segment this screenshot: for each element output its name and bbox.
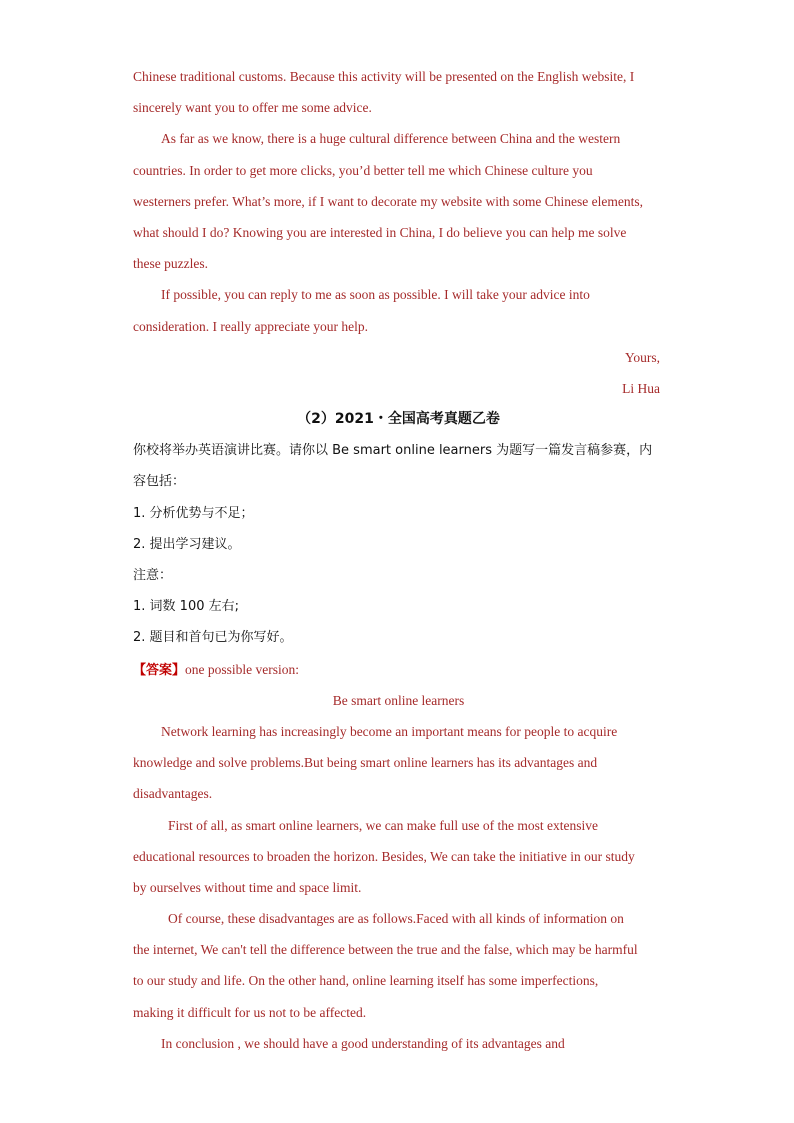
answer-intro: one possible version: xyxy=(185,661,300,677)
essay-line: the internet, We can't tell the difference between the true and the false, which may be harmful xyxy=(133,942,638,958)
letter-line: Chinese traditional customs. Because this activity will be presented on the English website, I xyxy=(133,69,635,84)
essay-line: educational resources to broaden the horizon. Besides, We can take the initiative in our study xyxy=(133,848,635,864)
essay-line: by ourselves without time and space limit. xyxy=(133,879,362,895)
letter-line: consideration. I really appreciate your help. xyxy=(133,318,369,334)
letter-line: westerners prefer. What’s more, if I want to decorate my website with some Chinese elements, xyxy=(133,193,643,209)
essay-line: to our study and life. On the other hand, online learning itself has some imperfections, xyxy=(133,973,599,989)
letter-line: what should I do? Knowing you are interested in China, I do believe you can help me solve xyxy=(133,224,627,240)
essay-line: disadvantages. xyxy=(133,786,213,802)
letter-line: these puzzles. xyxy=(133,256,208,272)
answer-tag: 【答案】 xyxy=(133,662,186,678)
question-prompt: 你校将举办英语演讲比赛。请你以 Be smart online learners 为题写一篇发言稿参赛，内 xyxy=(133,443,653,459)
essay-paragraph-start: Network learning has increasingly become an important means for people to acquire xyxy=(161,723,618,739)
letter-paragraph-start: If possible, you can reply to me as soon as possible. I will take your advice into xyxy=(161,287,590,303)
essay-line: making it difficult for us not to be affected. xyxy=(133,1004,367,1020)
letter-paragraph-start: As far as we know, there is a huge cultural difference between China and the western xyxy=(161,131,621,147)
letter-line: countries. In order to get more clicks, you’d better tell me which Chinese culture you xyxy=(133,162,593,178)
essay-paragraph-start: First of all, as smart online learners, we can make full use of the most extensive xyxy=(168,817,599,833)
answer-header xyxy=(133,654,664,685)
note-item: 2. 题目和首句已为你写好。 xyxy=(133,630,293,646)
question-item: 1. 分析优势与不足； xyxy=(133,505,254,521)
page-content xyxy=(133,61,664,1059)
essay-paragraph-start: Of course, these disadvantages are as follows.Faced with all kinds of information on xyxy=(168,911,624,927)
essay-title: Be smart online learners xyxy=(332,692,465,708)
note-label: 注意： xyxy=(133,568,173,583)
letter-signature: Li Hua xyxy=(622,380,660,396)
question-heading: （2）2021・全国高考真题乙卷 xyxy=(297,411,500,428)
essay-paragraph-start: In conclusion , we should have a good understanding of its advantages and xyxy=(161,1035,565,1051)
question-item: 2. 提出学习建议。 xyxy=(133,536,241,552)
letter-closing: Yours, xyxy=(624,349,660,365)
essay-line: knowledge and solve problems.But being smart online learners has its advantages and xyxy=(133,755,598,771)
letter-line: sincerely want you to offer me some advice. xyxy=(133,100,372,116)
note-item: 1. 词数 100 左右; xyxy=(133,599,239,615)
question-prompt: 容包括： xyxy=(133,474,186,490)
